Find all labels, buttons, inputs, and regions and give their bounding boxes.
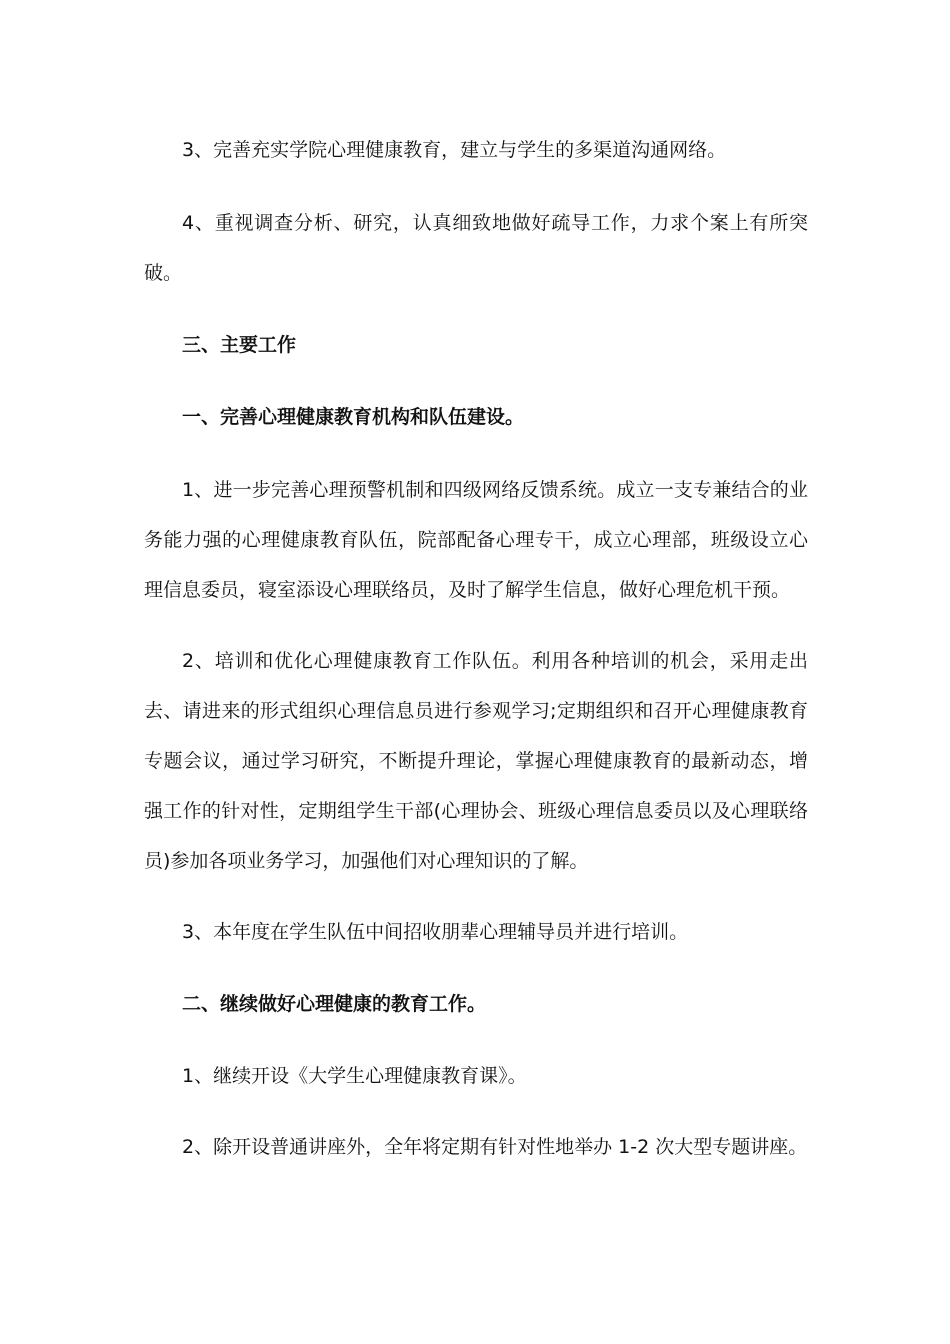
paragraph-item-1: 1、进一步完善心理预警机制和四级网络反馈系统。成立一支专兼结合的业务能力强的心理健康教育队伍，院部配备心理专干，成立心理部，班级设立心理信息委员，寝室添设心理联络员，及时了解学生信息，做好心理危机干预。 [144, 479, 808, 601]
paragraph-item-1b: 1、继续开设《大学生心理健康教育课》。 [182, 1065, 527, 1087]
paragraph-item-2b: 2、除开设普通讲座外，全年将定期有针对性地举办 1-2 次大型专题讲座。 [182, 1136, 808, 1158]
subsection-heading-2: 二、继续做好心理健康的教育工作。 [182, 993, 487, 1015]
paragraph-item-4: 4、重视调查分析、研究，认真细致地做好疏导工作，力求个案上有所突破。 [144, 212, 808, 284]
subsection-heading-1: 一、完善心理健康教育机构和队伍建设。 [182, 406, 525, 428]
section-heading-main-work: 三、主要工作 [182, 334, 297, 356]
paragraph-item-3b: 3、本年度在学生队伍中间招收朋辈心理辅导员并进行培训。 [182, 921, 689, 943]
paragraph-item-3: 3、完善充实学院心理健康教育，建立与学生的多渠道沟通网络。 [182, 139, 727, 161]
paragraph-item-2: 2、培训和优化心理健康教育工作队伍。利用各种培训的机会，采用走出去、请进来的形式组织心理信息员进行参观学习;定期组织和召开心理健康教育专题会议，通过学习研究，不断提升理论，掌握心理健康教育的最新动态，增强工作的针对性，定期组学生干部(心理协会、班级心理信息委员以及心理联络员)参加各项业务学习，加强他们对心理知识的了解。 [144, 650, 808, 872]
